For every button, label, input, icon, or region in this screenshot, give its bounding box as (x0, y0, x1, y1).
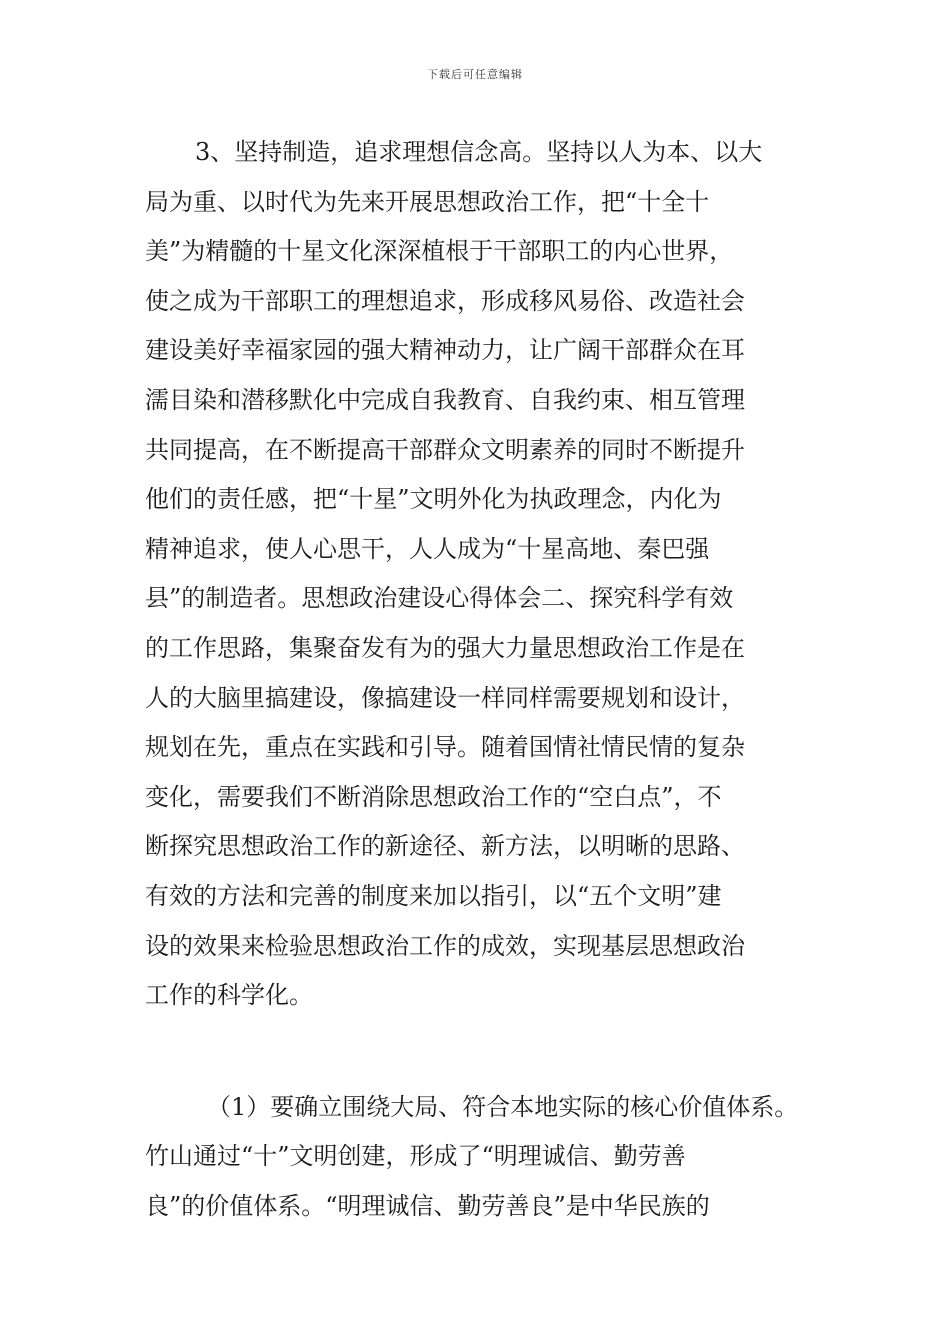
text-line: 断探究思想政治工作的新途径、新方法，以明晰的思路、 (145, 832, 745, 861)
page-header-note: 下载后可任意编辑 (427, 68, 523, 81)
text-line: 美”为精髓的十星文化深深植根于干部职工的内心世界， (145, 237, 734, 266)
text-line: 局为重、以时代为先来开展思想政治工作，把“十全十 (145, 187, 710, 216)
text-line: 精神追求，使人心思干，人人成为“十星高地、秦巴强 (145, 534, 710, 563)
text-line: 的工作思路，集聚奋发有为的强大力量思想政治工作是在 (145, 633, 745, 662)
text-line: 变化，需要我们不断消除思想政治工作的“空白点”，不 (145, 782, 722, 811)
text-line: 竹山通过“十”文明创建，形成了“明理诚信、勤劳善 (145, 1142, 686, 1171)
text-line: 设的效果来检验思想政治工作的成效，实现基层思想政治 (145, 931, 745, 960)
text-line: 共同提高，在不断提高干部群众文明素养的同时不断提升 (145, 435, 745, 464)
text-line: 建设美好幸福家园的强大精神动力，让广阔干部群众在耳 (145, 336, 745, 365)
text-line: 有效的方法和完善的制度来加以指引，以“五个文明”建 (145, 881, 722, 910)
text-line: 工作的科学化。 (145, 981, 313, 1010)
text-line: （1）要确立围绕大局、符合本地实际的核心价值体系。 (207, 1092, 799, 1121)
text-line: 良”的价值体系。“明理诚信、勤劳善良”是中华民族的 (145, 1191, 710, 1220)
text-line: 人的大脑里搞建设，像搞建设一样同样需要规划和设计， (145, 683, 745, 712)
text-line: 濡目染和潜移默化中完成自我教育、自我约束、相互管理 (145, 385, 745, 414)
text-line: 规划在先，重点在实践和引导。随着国情社情民情的复杂 (145, 733, 745, 762)
text-line: 县”的制造者。思想政治建设心得体会二、探究科学有效 (145, 584, 734, 613)
text-line: 使之成为干部职工的理想追求，形成移风易俗、改造社会 (145, 286, 745, 315)
paragraph-spacer (145, 1021, 825, 1083)
text-line: 3、坚持制造，追求理想信念高。坚持以人为本、以大 (195, 138, 763, 166)
document-body (145, 128, 825, 1231)
paragraph-2 (145, 1083, 825, 1232)
text-line: 他们的责任感，把“十星”文明外化为执政理念，内化为 (145, 485, 722, 514)
paragraph-1 (145, 128, 825, 1021)
